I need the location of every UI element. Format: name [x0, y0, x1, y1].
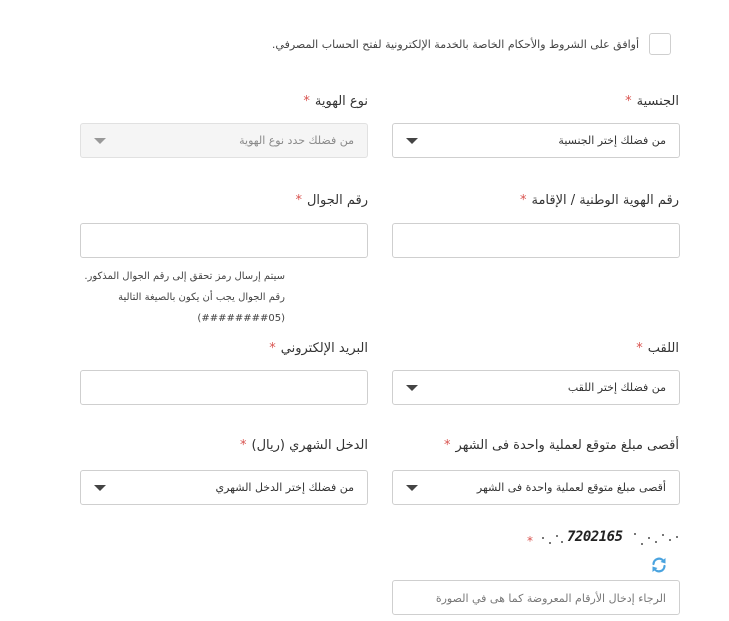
id-type-select[interactable]: [80, 123, 368, 158]
mobile-label: رقم الجوال*: [295, 193, 368, 208]
mobile-hint: سيتم إرسال رمز تحقق إلى رقم الجوال المذكور. رقم الجوال يجب أن يكون بالصيغة التالية (05########): [84, 271, 285, 324]
required-marker: *: [519, 193, 527, 208]
captcha-placeholder: الرجاء إدخال الأرقام المعروضة كما هى في الصورة: [435, 592, 666, 605]
caret-down-icon: [94, 138, 106, 144]
nationality-select[interactable]: [392, 123, 680, 158]
captcha-image: [538, 528, 681, 550]
terms-checkbox[interactable]: [649, 33, 671, 55]
title-label: اللقب*: [636, 341, 679, 356]
caret-down-icon: [406, 485, 418, 491]
monthly-income-label: الدخل الشهري (ريال)*: [240, 438, 368, 453]
title-select-value: من فضلك إختر اللقب: [567, 381, 666, 394]
max-amount-select-value: أقصى مبلغ متوقع لعملية واحدة فى الشهر: [476, 481, 666, 494]
nationality-select-value: من فضلك إختر الجنسية: [558, 134, 666, 147]
id-type-select-value: من فضلك حدد نوع الهوية: [239, 134, 354, 147]
required-marker: *: [444, 438, 451, 453]
captcha-input[interactable]: [392, 580, 680, 615]
required-marker: *: [303, 94, 310, 109]
required-marker: *: [295, 193, 302, 208]
id-number-input[interactable]: [392, 223, 680, 258]
id-type-label: نوع الهوية*: [303, 94, 368, 109]
caret-down-icon: [406, 385, 418, 391]
required-marker: *: [636, 341, 643, 356]
max-amount-select[interactable]: [392, 470, 680, 505]
captcha-code: 7202165: [567, 529, 623, 545]
refresh-icon[interactable]: [650, 556, 668, 574]
nationality-label: الجنسية*: [625, 94, 679, 109]
monthly-income-select-value: من فضلك إختر الدخل الشهري: [215, 481, 354, 494]
email-input[interactable]: [80, 370, 368, 405]
id-number-label: رقم الهوية الوطنية / الإقامة*: [519, 193, 679, 208]
max-amount-label: أقصى مبلغ متوقع لعملية واحدة فى الشهر*: [444, 438, 679, 453]
caret-down-icon: [94, 485, 106, 491]
terms-row: [272, 33, 671, 55]
monthly-income-select[interactable]: [80, 470, 368, 505]
email-label: البريد الإلكتروني*: [269, 341, 368, 356]
title-select[interactable]: [392, 370, 680, 405]
required-marker: *: [625, 94, 632, 109]
terms-label: أوافق على الشروط والأحكام الخاصة بالخدمة الإلكترونية لفتح الحساب المصرفي.: [271, 37, 639, 51]
required-marker: *: [240, 438, 247, 453]
required-marker: *: [269, 341, 276, 356]
mobile-input[interactable]: [80, 223, 368, 258]
required-marker: *: [527, 534, 533, 548]
caret-down-icon: [406, 138, 418, 144]
